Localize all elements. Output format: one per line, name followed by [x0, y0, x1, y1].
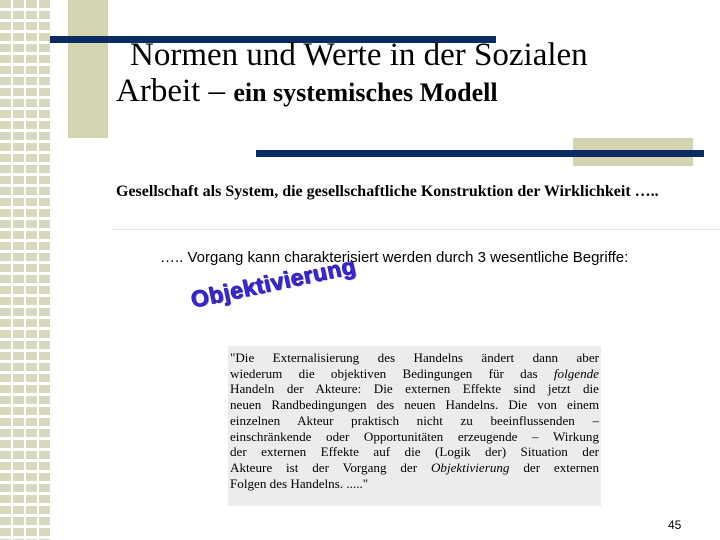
quote-line: Handeln der Akteure: Die externen Effekte sind jetzt die	[230, 381, 599, 397]
title-line-1: Normen und Werte in der Sozialen	[130, 37, 588, 73]
emphasized-word: folgende	[553, 365, 599, 381]
quote-line: Folgen des Handelns. ....."	[230, 475, 369, 491]
title-line-2-sub: ein systemisches Modell	[233, 77, 498, 107]
emphasized-word: Objektivierung	[430, 459, 510, 475]
quote-line: wiederum die objektiven Bedingungen für das folgende	[230, 365, 599, 381]
quote-box	[228, 346, 601, 506]
quote-line: neuen Randbedingungen des neuen Handelns. Die von einem	[230, 397, 599, 413]
middle-accent-bar	[256, 150, 704, 157]
quote-line: "Die Externalisierung des Handelns ändert dann aber	[230, 350, 599, 365]
title-line-2-main: Arbeit –	[116, 72, 234, 109]
page-number: 45	[668, 518, 682, 532]
quote-line: Akteure ist der Vorgang der Objektivierung der externen	[230, 459, 599, 475]
title-accent-block	[68, 0, 108, 138]
content-divider	[112, 229, 720, 230]
slide-title	[116, 38, 706, 109]
quote-line: der externen Effekte auf die (Logik der) Situation der	[230, 444, 599, 460]
quote-line: einschränkende oder Opportunitäten erzeugende – Wirkung	[230, 428, 599, 444]
intro-text: ….. Vorgang kann charakterisiert werden durch 3 wesentliche Begriffe:	[160, 249, 629, 266]
objektivierung-wordart: Objektivierung	[188, 252, 359, 313]
slide-subtitle: Gesellschaft als System, die gesellschaftliche Konstruktion der Wirklichkeit …..	[116, 183, 659, 200]
striped-sidebar-decoration	[0, 0, 52, 540]
quote-line: einzelnen Akteur praktisch nicht zu beeinflussenden –	[230, 412, 599, 428]
